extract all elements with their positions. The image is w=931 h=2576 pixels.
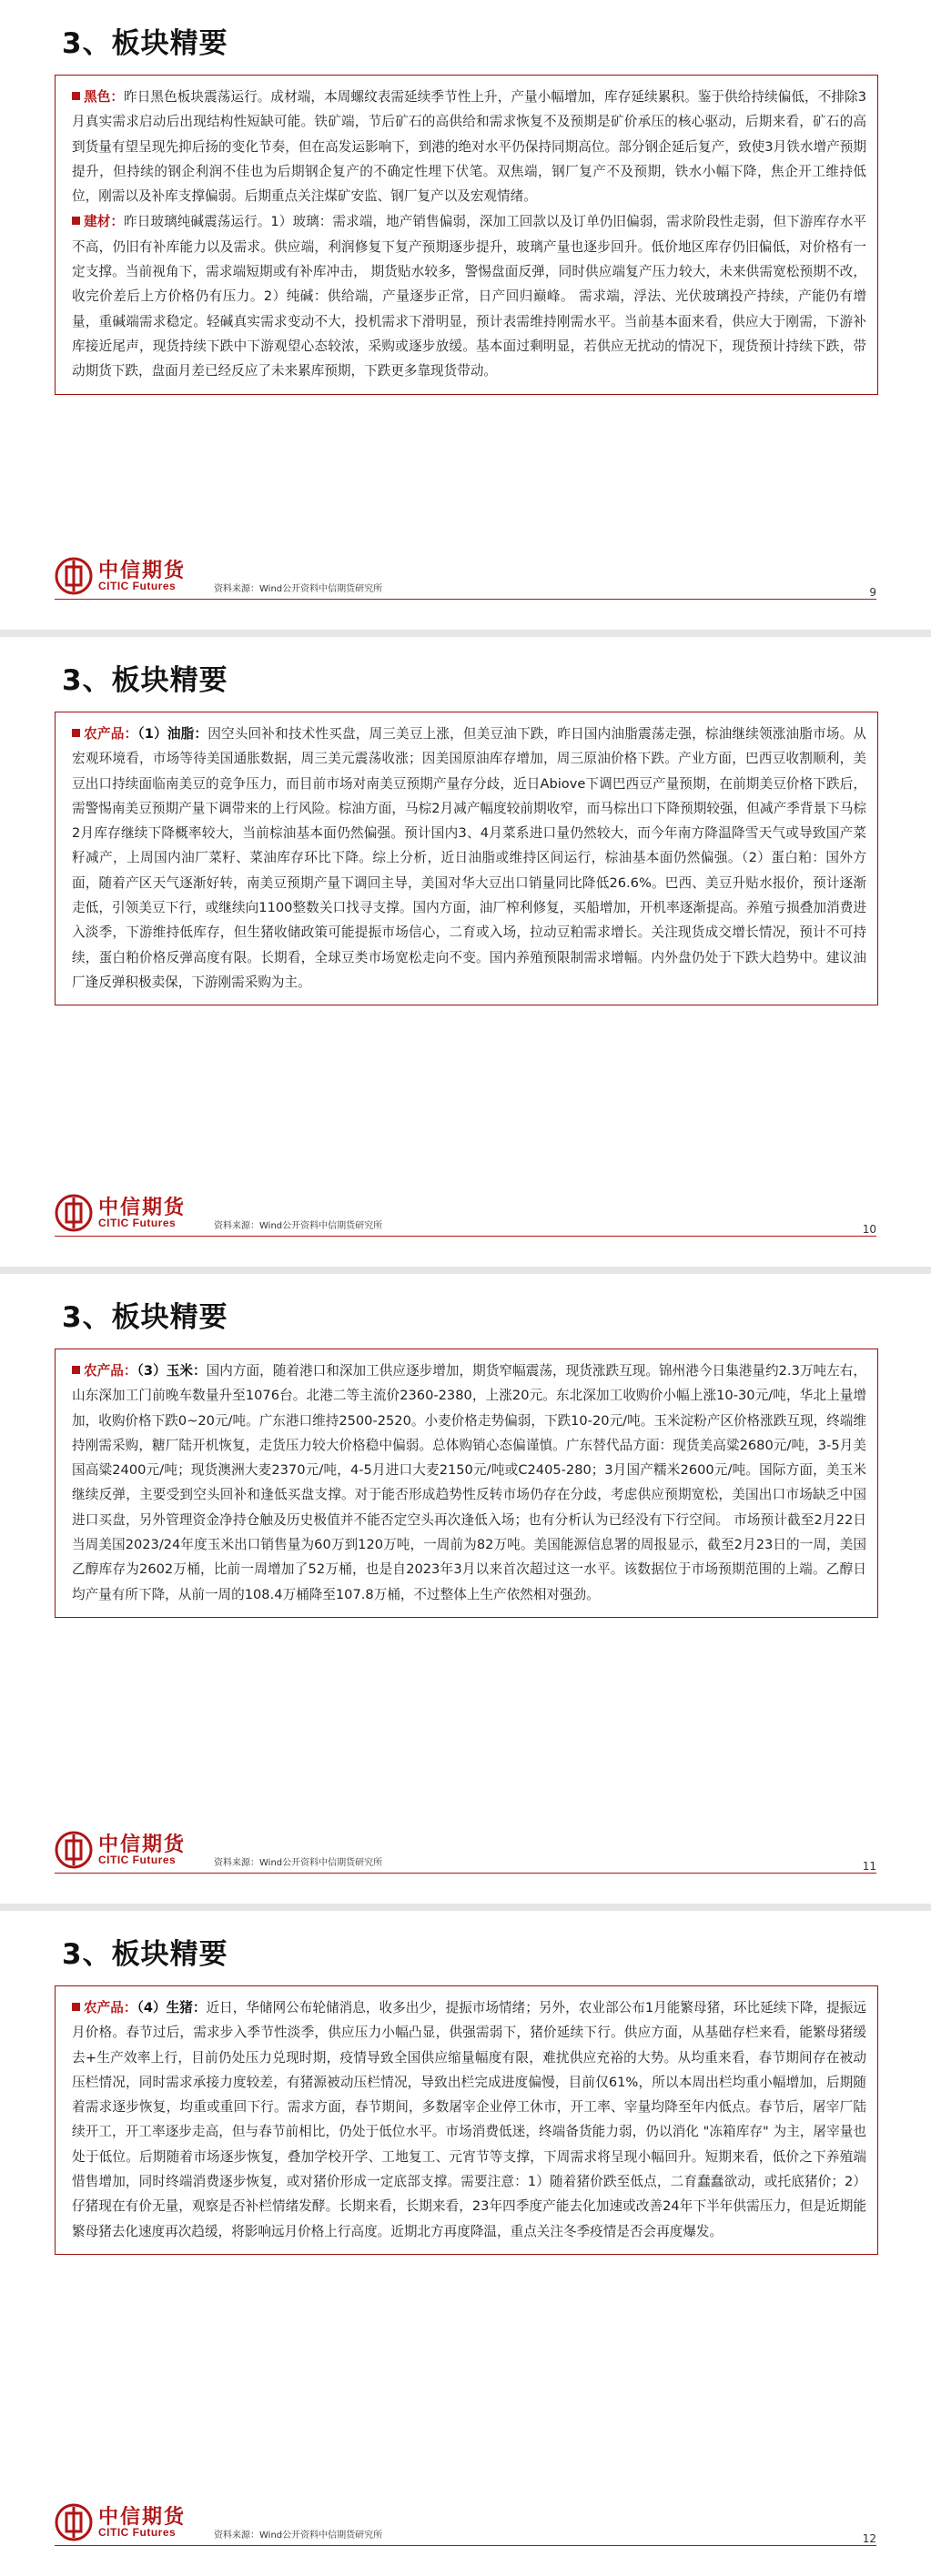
paragraph-text: 因空头回补和技术性买盘，周三美豆上涨，但美豆油下跌，昨日国内油脂震荡走强，棕油继续领涨油脂市场。从宏观环境看，市场等待美国通胀数据，周三美元震荡收涨；因美国原油库存增加，周三原油价格下跌。产业方面，巴西豆收割顺利，美豆出口持续面临南美豆的竞争压力，而目前市场对南美豆预期产量存分歧，近日Abiove下调巴西豆产量预期，在前期美豆价格下跌后，需警惕南美豆预期产量下调带来的上行风险。棕油方面，马棕2月减产幅度较前期收窄，而马棕出口下降预期较强，但减产季背景下马棕2月库存继续下降概率较大，当前棕油基本面仍然偏强。预计国内3、4月菜系进口量仍然较大，而今年南方降温降雪天气或导致国产菜籽减产，上周国内油厂菜籽、菜油库存环比下降。综上分析，近日油脂或维持区间运行，棕油基本面仍然偏强。（2）蛋白粕：国外方面，随着产区天气逐渐好转，南美豆预期产量下调回主导，美国对华大豆出口销量同比降低26.6%。巴西、美豆升贴水报价，预计逐渐走低，引领美豆下行，或继续向1100整数关口找寻支撑。国内方面，油厂榨利修复，买船增加，开机率逐渐提高。养殖亏损叠加消费进入淡季，下游维持低库存，但生猪收储政策可能提振市场信心，二育或入场，拉动豆粕需求增长。关注现货成交增长情况，预计不可持续，蛋白粕价格反弹高度有限。长期看，全球豆类市场宽松走向不变。国内养殖预限制需求增幅。内外盘仍处于下跌大趋势中。建议油厂逢反弹积极卖保，下游刚需采购为主。 [72,726,866,990]
footer-rule [55,1236,876,1237]
content-box [55,1349,878,1618]
logo-chinese-name: 中信期货 [98,2505,187,2529]
category-label: 建材： [84,214,125,230]
sub-category-label: （3）玉米： [137,1363,207,1379]
bullet-square-icon [72,217,80,225]
citic-logo-icon [55,1831,93,1869]
page-footer [55,555,876,597]
paragraph-text: 昨日黑色板块震荡运行。成材端，本周螺纹表需延续季节性上升，产量小幅增加，库存延续累积。鉴于供给持续偏低，不排除3月真实需求启动后出现结构性短缺可能。铁矿端，节后矿石的高供给和需求恢复不及预期是矿价承压的核心驱动，后期来看，矿石的高到货量有望呈现先抑后扬的变化节奏，但在高发运影响下，到港的绝对水平仍保持同期高位。部分钢企延后复产，致使3月铁水增产预期提升，但持续的钢企利润不佳也为后期钢企复产的不确定性埋下伏笔。双焦端，钢厂复产不及预期，铁水小幅下降，焦企开工维持低位，刚需以及补库支撑偏弱。后期重点关注煤矿安监、钢厂复产以及宏观情绪。 [72,89,866,205]
logo-chinese-name: 中信期货 [98,559,187,582]
page-footer [55,1192,876,1234]
page-title: 3、板块精要 [62,664,228,697]
paragraph-text: 近日，华储网公布轮储消息，收多出少，提振市场情绪；另外，农业部公布1月能繁母猪，环比延续下降，提振远月价格。春节过后，需求步入季节性淡季，供应压力小幅凸显，供强需弱下，猪价延续下行。供应方面，从基础存栏来看，能繁母猪缓去+生产效率上行，目前仍处压力兑现时期，疫情导致全国供应缩量幅度有限，难扰供应充裕的大势。从均重来看，春节期间存在被动压栏情况，同时需求承接力度较差，有猪源被动压栏情况，导致出栏完成进度偏慢，目前仅61%，所以本周出栏均重小幅增加，后期随着需求逐步恢复，均重或重回下行。需求方面，春节期间，多数屠宰企业停工休市，开工率、宰量均降至年内低点。春节后，屠宰厂陆续开工，开工率逐步走高，但与春节前相比，仍处于低位水平。市场消费低迷，终端备货能力弱，仍以消化 "冻箱库存" 为主，屠宰量也处于低位。后期随着市场逐步恢复，叠加学校开学、工地复工、元宵节等支撑，下周需求将呈现小幅回升。短期来看，低价之下养殖端惜售增加，同时终端消费逐步恢复，或对猪价形成一定底部支撑。需要注意：1）随着猪价跌至低点，二育蠢蠢欲动，或托底猪价；2）仔猪现在有价无量，观察是否补栏情绪发酵。长期来看，长期来看，23年四季度产能去化加速或改善24年下半年供需压力，但是近期能繁母猪去化速度再次趋缓，将影响远月价格上行高度。近期北方再度降温，重点关注冬季疫情是否会再度爆发。 [72,2000,866,2239]
footer-rule [55,599,876,600]
page-title: 3、板块精要 [62,1301,228,1334]
citic-futures-logo [55,555,200,597]
logo-english-name: CITIC Futures [98,2526,177,2539]
source-note: 资料来源：Wind公开资料中信期货研究所 [214,1858,383,1868]
paragraph-agri-oils-meal [72,722,866,995]
footer-rule [55,2545,876,2546]
category-label: 农产品： [84,1363,137,1379]
logo-chinese-name: 中信期货 [98,1196,187,1219]
logo-chinese-name: 中信期货 [98,1833,187,1856]
report-page [0,0,931,637]
paragraph-agri-hogs [72,1995,866,2244]
page-number: 10 [862,1223,876,1236]
footer-rule [55,1873,876,1874]
content-box [55,712,878,1005]
page-footer [55,1829,876,1871]
content-box [55,75,878,395]
paragraph-building-materials [72,209,866,383]
source-note: 资料来源：Wind公开资料中信期货研究所 [214,2531,383,2541]
page-number: 11 [862,1860,876,1873]
logo-english-name: CITIC Futures [98,580,177,592]
report-page [0,637,931,1274]
page-title: 3、板块精要 [62,27,228,60]
paragraph-text: 昨日玻璃纯碱震荡运行。1）玻璃：需求端，地产销售偏弱，深加工回款以及订单仍旧偏弱，需求阶段性走弱，但下游库存水平不高，仍旧有补库能力以及需求。供应端，利润修复下复产预期逐步提升，玻璃产量也逐步回升。低价地区库存仍旧偏低，对价格有一定支撑。当前视角下，需求端短期或有补库冲击， 期货贴水较多，警惕盘面反弹，同时供应端复产压力较大，未来供需宽松预期不改，收完价差后上方价格仍有压力。2）纯碱：供给端，产量逐步正常，日产回归巅峰。 需求端，浮法、光伏玻璃投产持续，产能仍有增量，重碱端需求稳定。轻碱真实需求变动不大，投机需求下滑明显，预计表需维持刚需水平。当前基本面来看，供应大于刚需，下游补库接近尾声，现货持续下跌中下游观望心态较浓，采购或逐步放缓。基本面过剩明显，若供应无扰动的情况下，现货预计持续下跌，带动期货下跌，盘面月差已经反应了未来累库预期，下跌更多靠现货带动。 [72,214,866,379]
paragraph-text: 国内方面，随着港口和深加工供应逐步增加，期货窄幅震荡，现货涨跌互现。锦州港今日集港量约2.3万吨左右，山东深加工门前晚车数量升至1076台。北港二等主流价2360-2380，上涨20元。东北深加工收购价小幅上涨10-30元/吨，华北上量增加，收购价格下跌0~20元/吨。广东港口维持2500-2520。小麦价格走势偏弱，下跌10-20元/吨。玉米淀粉产区价格涨跌互现，终端维持刚需采购，糖厂陆开机恢复，走货压力较大价格稳中偏弱。总体购销心态偏谨慎。广东替代品方面：现货美高粱2680元/吨，3-5月美国高粱2400元/吨；现货澳洲大麦2370元/吨，4-5月进口大麦2150元/吨或C2405-280；3月国产糯米2600元/吨。国际方面，美玉米继续反弹，主要受到空头回补和逢低买盘支撑。对于能否形成趋势性反转市场仍存在分歧，考虑供应预期宽松，美国出口市场缺乏中国进口买盘，另外管理资金净持仓触及历史极值并不能否定空头再次逢低入场；也有分析认为已经没有下行空间。 市场预计截至2月22日当周美国2023/24年度玉米出口销售量为60万到120万吨，一周前为82万吨。美国能源信息署的周报显示，截至2月23日的一周，美国乙醇库存为2602万桶，比前一周增加了52万桶，也是自2023年3月以来首次超过这一水平。该数据位于市场预期范围的上端。乙醇日均产量有所下降，从前一周的108.4万桶降至107.8万桶，不过整体上生产依然相对强劲。 [72,1363,867,1602]
source-note: 资料来源：Wind公开资料中信期货研究所 [214,584,383,594]
category-label: 农产品： [84,2000,137,2015]
category-label: 黑色： [84,89,125,105]
content-box [55,1985,878,2255]
page-title: 3、板块精要 [62,1938,228,1971]
bullet-square-icon [72,92,80,100]
citic-futures-logo [55,2501,200,2543]
page-number: 9 [869,586,876,599]
citic-logo-icon [55,557,93,595]
logo-english-name: CITIC Futures [98,1854,177,1866]
sub-category-label: （1）油脂： [137,726,208,742]
citic-futures-logo [55,1192,200,1234]
sub-category-label: （4）生猪： [137,2000,207,2015]
citic-logo-icon [55,2503,93,2541]
logo-english-name: CITIC Futures [98,1217,177,1229]
citic-logo-icon [55,1194,93,1232]
report-page [0,1274,931,1911]
bullet-square-icon [72,1366,80,1374]
paragraph-agri-corn [72,1359,866,1607]
citic-futures-logo [55,1829,200,1871]
source-note: 资料来源：Wind公开资料中信期货研究所 [214,1221,383,1231]
paragraph-black [72,85,866,208]
bullet-square-icon [72,729,80,737]
page-number: 12 [862,2532,876,2545]
bullet-square-icon [72,2003,80,2011]
page-footer [55,2501,876,2543]
category-label: 农产品： [84,726,138,742]
report-page [0,1911,931,2576]
